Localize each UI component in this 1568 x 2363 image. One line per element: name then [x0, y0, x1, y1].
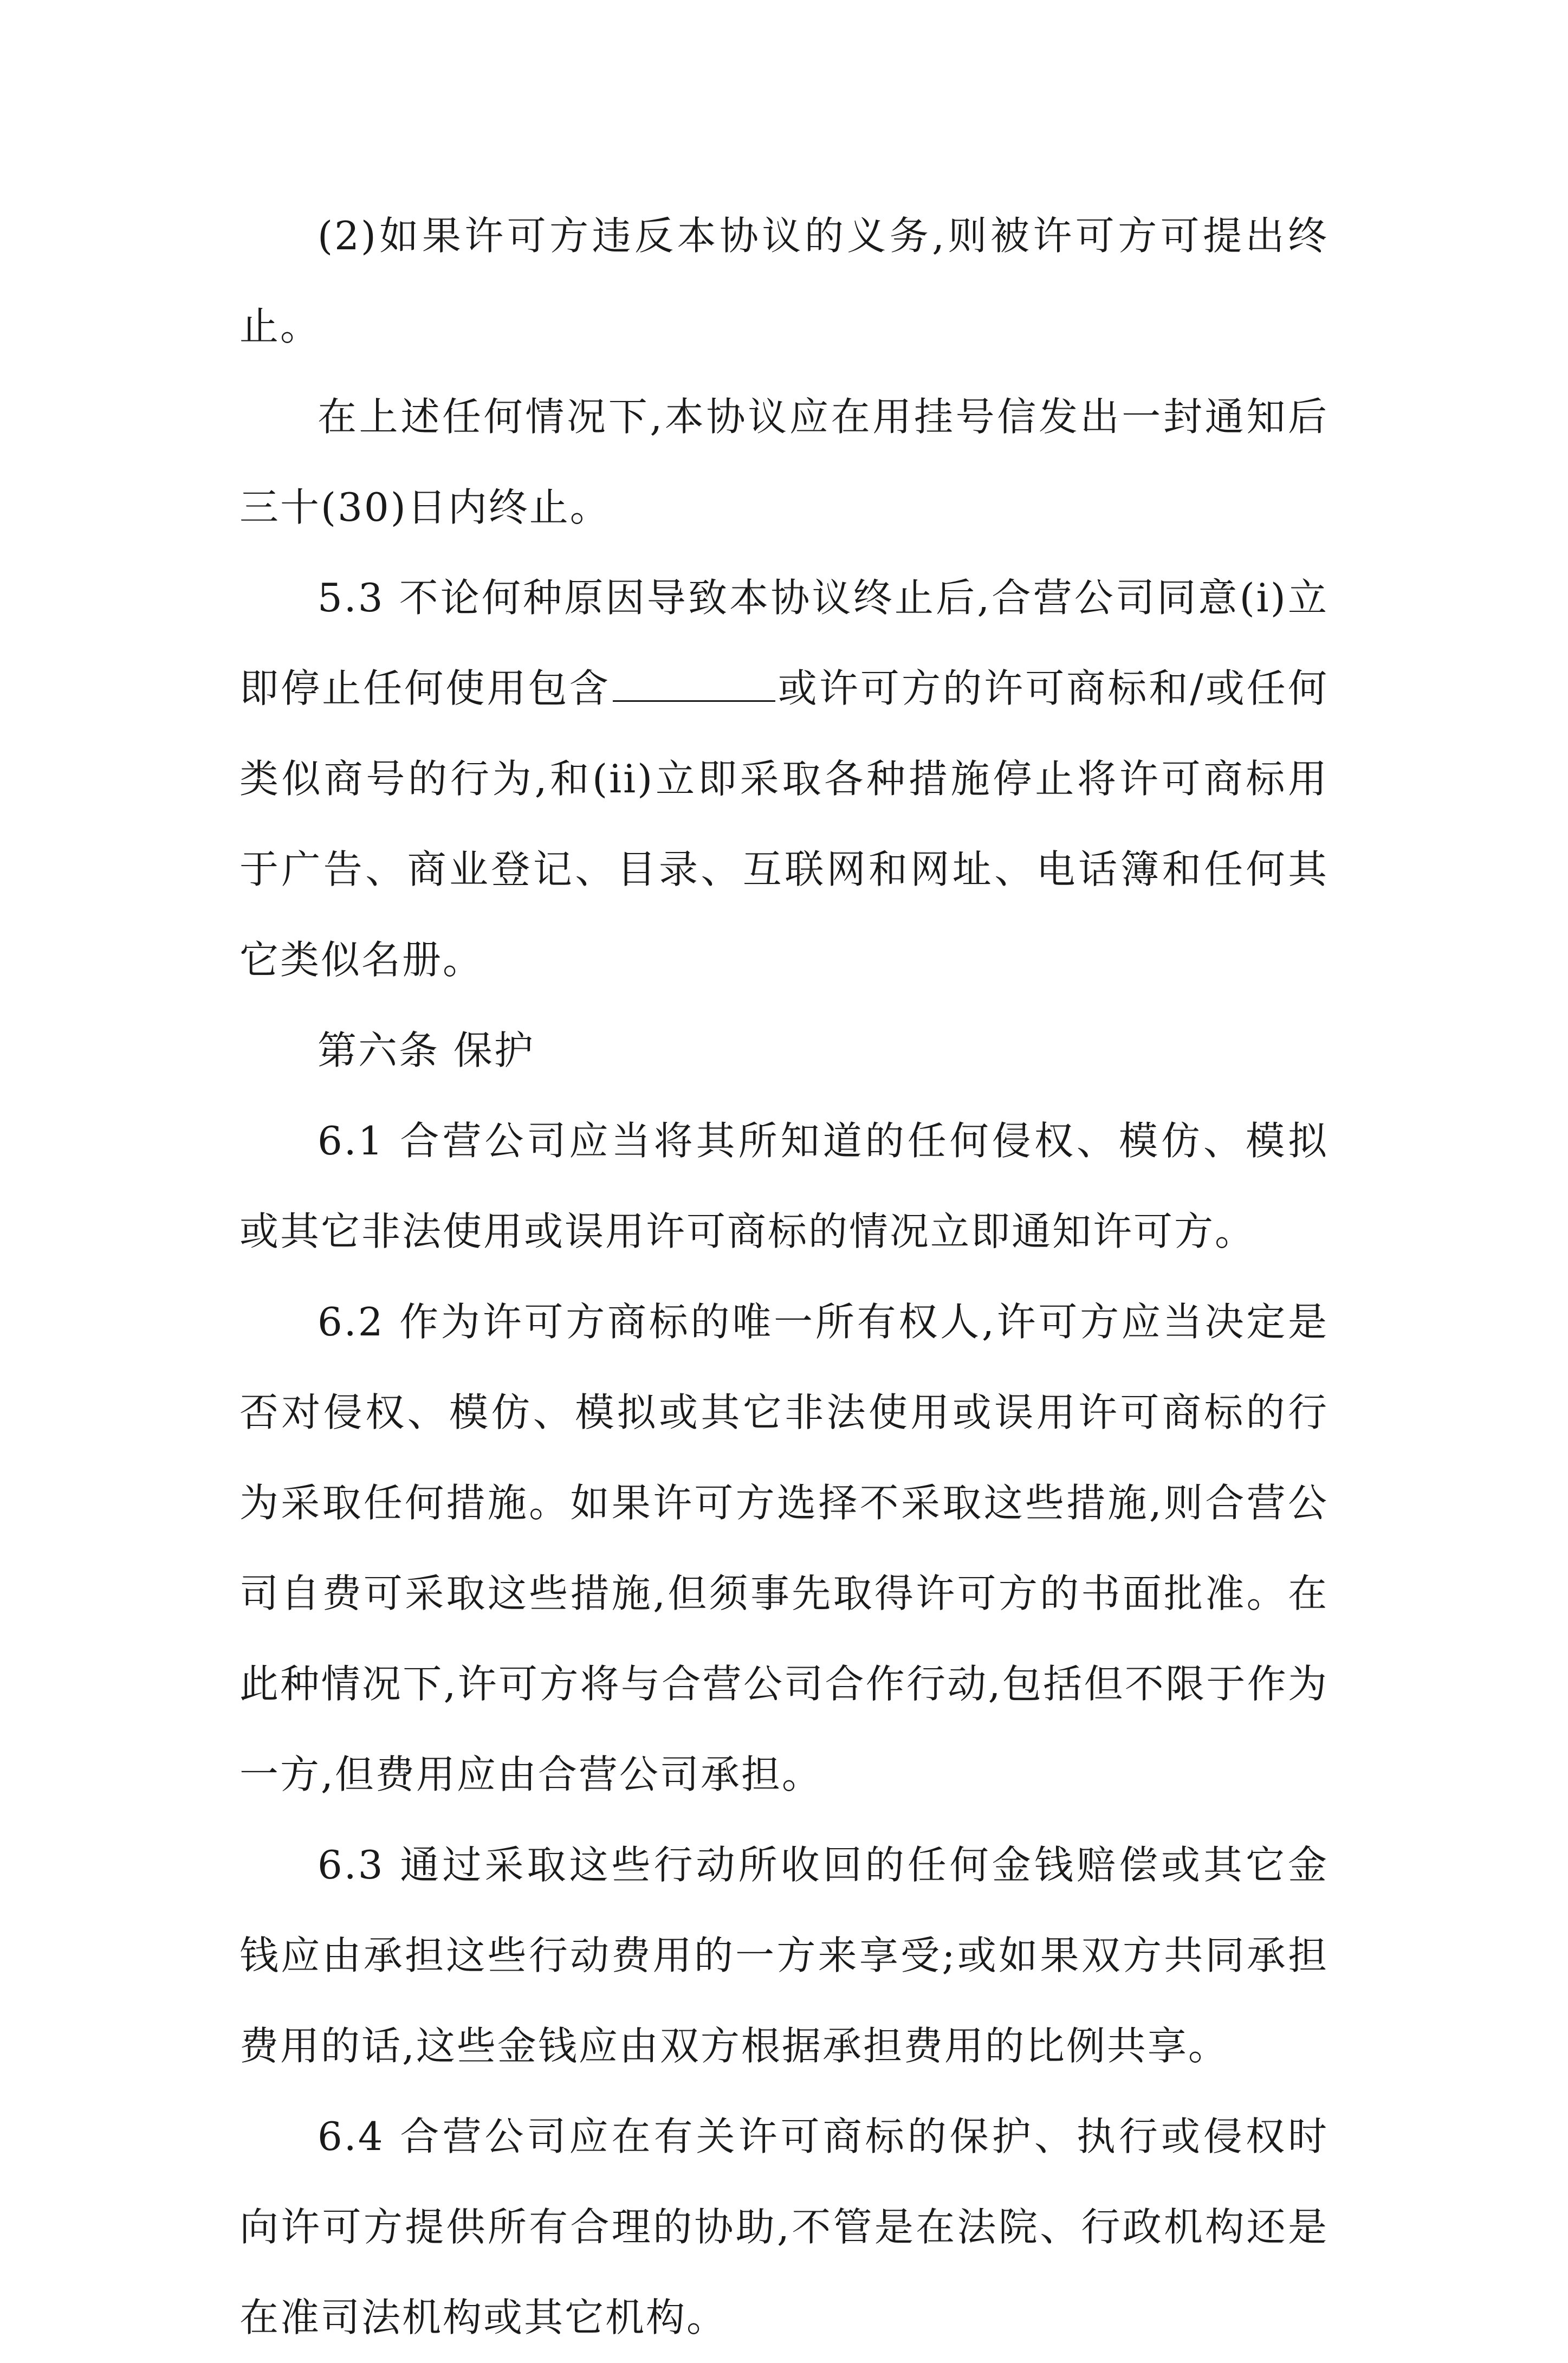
document-body	[239, 191, 1329, 2363]
paragraph-5-3-part-1: 5.3 不论何种原因导致本协议终止后,合营公司同意(i)立即停止任何使用包含	[239, 575, 1329, 711]
paragraph-termination-by-licensee: (2)如果许可方违反本协议的义务,则被许可方可提出终止。	[239, 213, 1329, 349]
section-heading-article-6: 第六条 保护	[318, 1028, 535, 1073]
paragraph-6-3: 6.3 通过采取这些行动所收回的任何金钱赔偿或其它金钱应由承担这些行动费用的一方来享受;或如果双方共同承担费用的话,这些金钱应由双方根据承担费用的比例共享。	[239, 1842, 1329, 2069]
paragraph-5-3-part-2: 或许可方的许可商标和/或任何类似商号的行为,和(ii)立即采取各种措施停止将许可商标用于广告、商业登记、目录、互联网和网址、电话簿和任何其它类似名册。	[239, 666, 1329, 983]
paragraph-termination-notice: 在上述任何情况下,本协议应在用挂号信发出一封通知后三十(30)日内终止。	[239, 394, 1329, 530]
paragraph-6-2: 6.2 作为许可方商标的唯一所有权人,许可方应当决定是否对侵权、模仿、模拟或其它非法使用或误用许可商标的行为采取任何措施。如果许可方选择不采取这些措施,则合营公司自费可采取这些措施,但须事先取得许可方的书面批准。在此种情况下,许可方将与合营公司合作行动,包括但不限于作为一方,但费用应由合营公司承担。	[239, 1299, 1329, 1797]
paragraph-5-3	[239, 553, 1329, 1005]
paragraph-6-1: 6.1 合营公司应当将其所知道的任何侵权、模仿、模拟或其它非法使用或误用许可商标的情况立即通知许可方。	[239, 1118, 1329, 1254]
fill-in-blank	[613, 668, 775, 702]
paragraph-6-4: 6.4 合营公司应在有关许可商标的保护、执行或侵权时向许可方提供所有合理的协助,不管是在法院、行政机构还是在准司法机构或其它机构。	[239, 2114, 1329, 2340]
